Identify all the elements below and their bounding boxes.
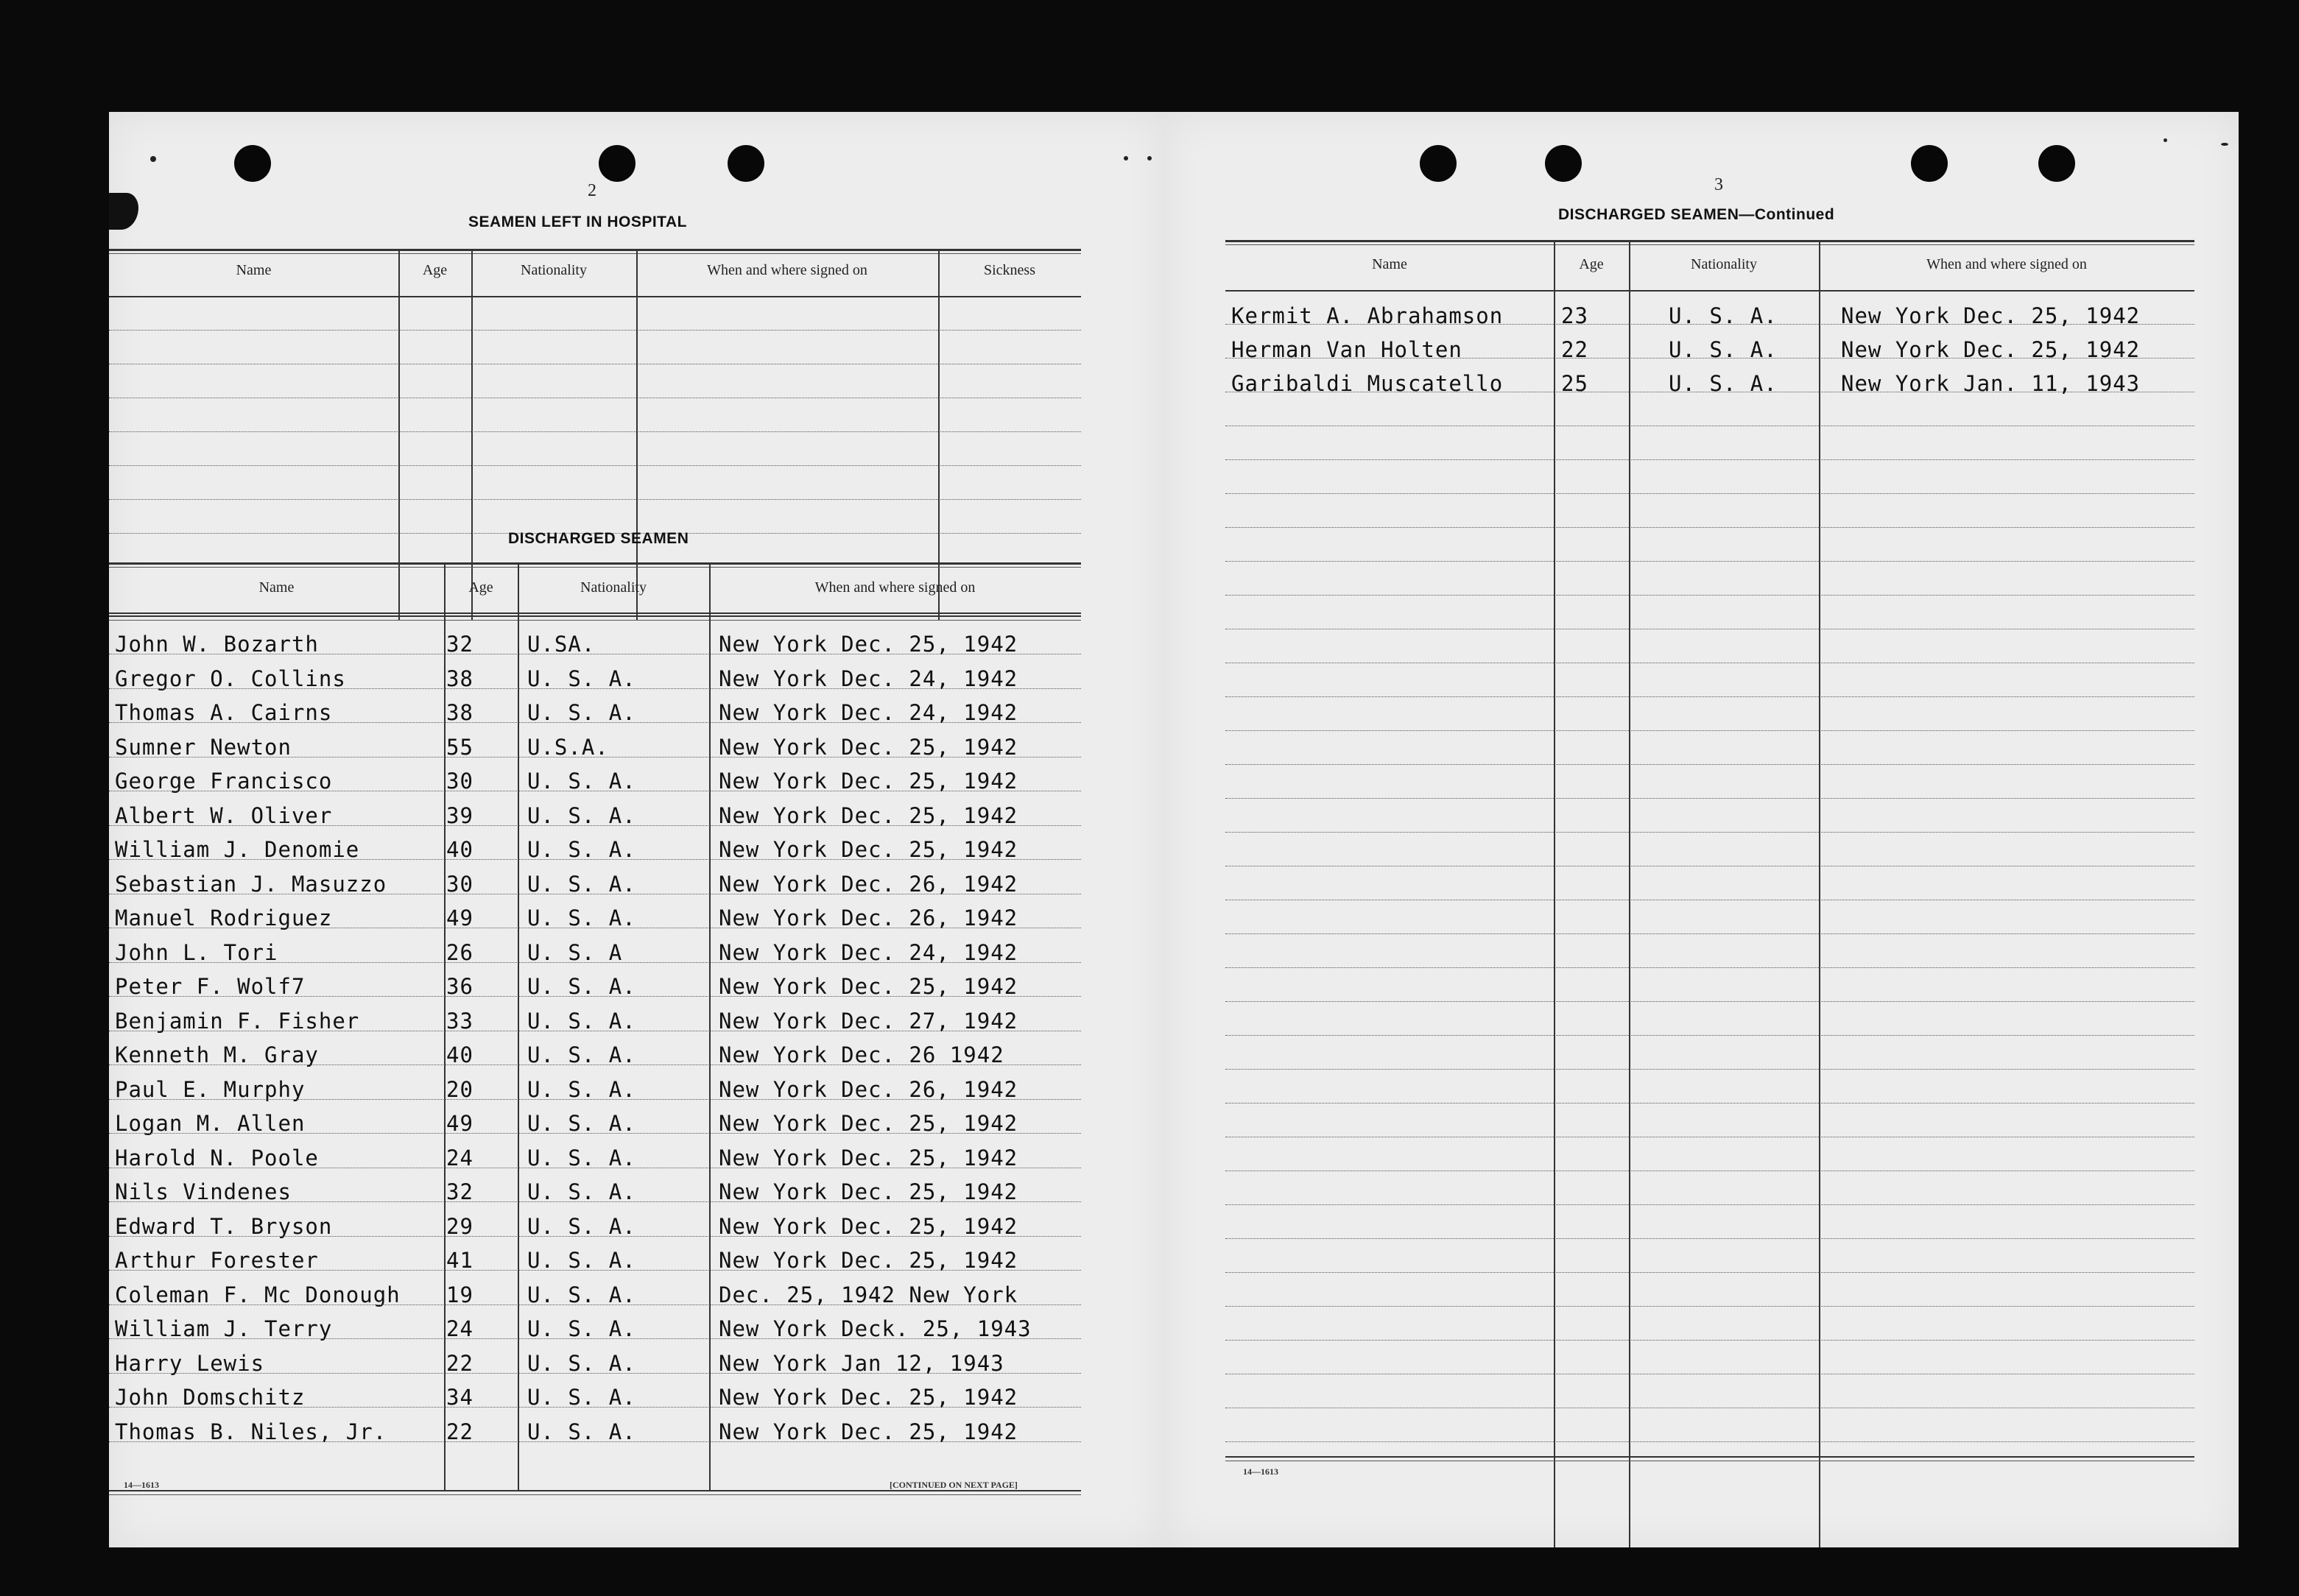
seaman-name: Harry Lewis	[115, 1350, 265, 1376]
seaman-name: Garibaldi Muscatello	[1231, 371, 1504, 396]
hospital-section-title: SEAMEN LEFT IN HOSPITAL	[468, 213, 687, 230]
punch-hole	[234, 145, 271, 182]
seaman-signed-on: New York Dec. 26 1942	[719, 1042, 1004, 1067]
page-number: 3	[1714, 175, 1723, 194]
col-header-name: Name	[258, 579, 295, 596]
seaman-name: Gregor O. Collins	[115, 665, 346, 691]
seaman-age: 23	[1561, 303, 1588, 328]
seaman-age: 34	[446, 1385, 473, 1410]
seaman-age: 24	[446, 1316, 473, 1341]
seaman-signed-on: New York Dec. 25, 1942	[1841, 303, 2141, 328]
punch-hole	[1911, 145, 1948, 182]
seaman-signed-on: New York Dec. 25, 1942	[719, 802, 1018, 828]
seaman-age: 40	[446, 1042, 473, 1067]
seaman-age: 36	[446, 974, 473, 999]
seaman-nationality: U. S. A.	[1669, 371, 1778, 396]
continued-note: [CONTINUED ON NEXT PAGE]	[890, 1480, 1018, 1490]
seaman-name: Paul E. Murphy	[115, 1076, 306, 1102]
seaman-name: John Domschitz	[115, 1385, 306, 1410]
seaman-nationality: U. S. A.	[527, 1008, 636, 1034]
col-header-nationality: Nationality	[580, 579, 647, 596]
right-page	[1163, 112, 2239, 1547]
seaman-signed-on: New York Dec. 25, 1942	[719, 1248, 1018, 1273]
seaman-name: Kenneth M. Gray	[115, 1042, 319, 1067]
seaman-signed-on: New York Dec. 25, 1942	[719, 1111, 1018, 1136]
seaman-nationality: U. S. A.	[527, 665, 636, 691]
seaman-age: 30	[446, 871, 473, 897]
seaman-signed-on: New York Dec. 27, 1942	[719, 1008, 1018, 1034]
seaman-age: 22	[446, 1350, 473, 1376]
seaman-signed-on: New York Deck. 25, 1943	[719, 1316, 1032, 1341]
form-number: 14—1613	[1243, 1466, 1278, 1477]
seaman-age: 38	[446, 665, 473, 691]
col-header-signed-on: When and where signed on	[1926, 256, 2087, 272]
seaman-name: Sebastian J. Masuzzo	[115, 871, 387, 897]
seaman-signed-on: New York Dec. 26, 1942	[719, 1076, 1018, 1102]
seaman-name: John L. Tori	[115, 939, 278, 965]
seaman-age: 49	[446, 905, 473, 931]
seaman-age: 24	[446, 1145, 473, 1170]
seaman-nationality: U. S. A.	[527, 871, 636, 897]
seaman-signed-on: New York Dec. 25, 1942	[719, 632, 1018, 657]
seaman-signed-on: New York Dec. 26, 1942	[719, 905, 1018, 931]
col-header-nationality: Nationality	[521, 262, 587, 278]
punch-hole	[599, 145, 636, 182]
seaman-age: 19	[446, 1282, 473, 1307]
seaman-nationality: U. S. A.	[527, 1248, 636, 1273]
seaman-signed-on: New York Dec. 25, 1942	[719, 974, 1018, 999]
col-header-name: Name	[236, 262, 272, 278]
col-header-age: Age	[422, 262, 448, 278]
seaman-name: Edward T. Bryson	[115, 1213, 333, 1239]
seaman-signed-on: New York Dec. 25, 1942	[719, 1145, 1018, 1170]
seaman-signed-on: New York Dec. 25, 1942	[719, 734, 1018, 760]
page-number: 2	[588, 181, 596, 200]
seaman-nationality: U. S. A.	[527, 802, 636, 828]
seaman-nationality: U. S. A.	[527, 700, 636, 725]
seaman-nationality: U. S. A.	[527, 1316, 636, 1341]
punch-hole	[728, 145, 764, 182]
discharged-section-title: DISCHARGED SEAMEN	[508, 530, 689, 547]
seaman-age: 39	[446, 802, 473, 828]
punch-hole	[1545, 145, 1582, 182]
seaman-signed-on: New York Dec. 25, 1942	[719, 1179, 1018, 1204]
col-header-signed-on: When and where signed on	[814, 579, 976, 596]
seaman-nationality: U.SA.	[527, 632, 596, 657]
seaman-name: Albert W. Oliver	[115, 802, 333, 828]
seaman-name: Sumner Newton	[115, 734, 292, 760]
seaman-age: 32	[446, 1179, 473, 1204]
seaman-name: Nils Vindenes	[115, 1179, 292, 1204]
seaman-signed-on: New York Dec. 26, 1942	[719, 871, 1018, 897]
punch-hole	[1420, 145, 1457, 182]
seaman-age: 30	[446, 769, 473, 794]
col-header-name: Name	[1372, 256, 1407, 272]
seaman-nationality: U. S. A.	[527, 1179, 636, 1204]
seaman-signed-on: New York Dec. 25, 1942	[719, 1419, 1018, 1444]
form-number: 14—1613	[124, 1480, 159, 1490]
continued-section-title: DISCHARGED SEAMEN—Continued	[1558, 206, 1835, 223]
seaman-nationality: U. S. A.	[527, 837, 636, 862]
seaman-signed-on: New York Dec. 24, 1942	[719, 700, 1018, 725]
seaman-name: Thomas A. Cairns	[115, 700, 333, 725]
seaman-signed-on: New York Dec. 25, 1942	[719, 837, 1018, 862]
col-header-sickness: Sickness	[984, 262, 1035, 278]
seaman-age: 26	[446, 939, 473, 965]
seaman-nationality: U.S.A.	[527, 734, 609, 760]
seaman-nationality: U. S. A.	[527, 1076, 636, 1102]
seaman-name: Benjamin F. Fisher	[115, 1008, 360, 1034]
seaman-name: William J. Terry	[115, 1316, 333, 1341]
seaman-age: 40	[446, 837, 473, 862]
seaman-name: Peter F. Wolf7	[115, 974, 306, 999]
seaman-age: 29	[446, 1213, 473, 1239]
seaman-nationality: U. S. A.	[527, 1419, 636, 1444]
seaman-age: 49	[446, 1111, 473, 1136]
seaman-signed-on: New York Jan 12, 1943	[719, 1350, 1004, 1376]
seaman-signed-on: New York Dec. 24, 1942	[719, 665, 1018, 691]
seaman-nationality: U. S. A.	[527, 769, 636, 794]
seaman-age: 32	[446, 632, 473, 657]
seaman-age: 41	[446, 1248, 473, 1273]
seaman-name: George Francisco	[115, 769, 333, 794]
col-header-signed-on: When and where signed on	[707, 262, 867, 278]
seaman-nationality: U. S. A.	[527, 1111, 636, 1136]
seaman-name: Manuel Rodriguez	[115, 905, 333, 931]
seaman-signed-on: New York Dec. 25, 1942	[719, 1385, 1018, 1410]
seaman-name: Thomas B. Niles, Jr.	[115, 1419, 387, 1444]
seaman-age: 25	[1561, 371, 1588, 396]
seaman-nationality: U. S. A.	[1669, 337, 1778, 362]
seaman-nationality: U. S. A.	[527, 905, 636, 931]
seaman-age: 22	[1561, 337, 1588, 362]
seaman-name: Coleman F. Mc Donough	[115, 1282, 401, 1307]
seaman-name: John W. Bozarth	[115, 632, 319, 657]
seaman-age: 22	[446, 1419, 473, 1444]
seaman-nationality: U. S. A.	[527, 1042, 636, 1067]
seaman-name: Logan M. Allen	[115, 1111, 306, 1136]
seaman-nationality: U. S. A.	[527, 1145, 636, 1170]
seaman-signed-on: New York Jan. 11, 1943	[1841, 371, 2141, 396]
seaman-name: Kermit A. Abrahamson	[1231, 303, 1504, 328]
seaman-age: 55	[446, 734, 473, 760]
seaman-signed-on: New York Dec. 25, 1942	[1841, 337, 2141, 362]
seaman-nationality: U. S. A.	[1669, 303, 1778, 328]
seaman-age: 38	[446, 700, 473, 725]
col-header-age: Age	[468, 579, 493, 596]
punch-hole	[2038, 145, 2075, 182]
seaman-signed-on: New York Dec. 24, 1942	[719, 939, 1018, 965]
col-header-nationality: Nationality	[1691, 256, 1757, 272]
seaman-signed-on: New York Dec. 25, 1942	[719, 1213, 1018, 1239]
seaman-name: William J. Denomie	[115, 837, 360, 862]
seaman-nationality: U. S. A	[527, 939, 623, 965]
seaman-name: Herman Van Holten	[1231, 337, 1462, 362]
seaman-name: Arthur Forester	[115, 1248, 319, 1273]
left-page	[109, 112, 1163, 1547]
seaman-nationality: U. S. A.	[527, 1350, 636, 1376]
seaman-signed-on: New York Dec. 25, 1942	[719, 769, 1018, 794]
seaman-name: Harold N. Poole	[115, 1145, 319, 1170]
col-header-age: Age	[1579, 256, 1604, 272]
seaman-age: 33	[446, 1008, 473, 1034]
seaman-nationality: U. S. A.	[527, 974, 636, 999]
seaman-nationality: U. S. A.	[527, 1213, 636, 1239]
seaman-nationality: U. S. A.	[527, 1385, 636, 1410]
seaman-age: 20	[446, 1076, 473, 1102]
seaman-nationality: U. S. A.	[527, 1282, 636, 1307]
seaman-signed-on: Dec. 25, 1942 New York	[719, 1282, 1018, 1307]
